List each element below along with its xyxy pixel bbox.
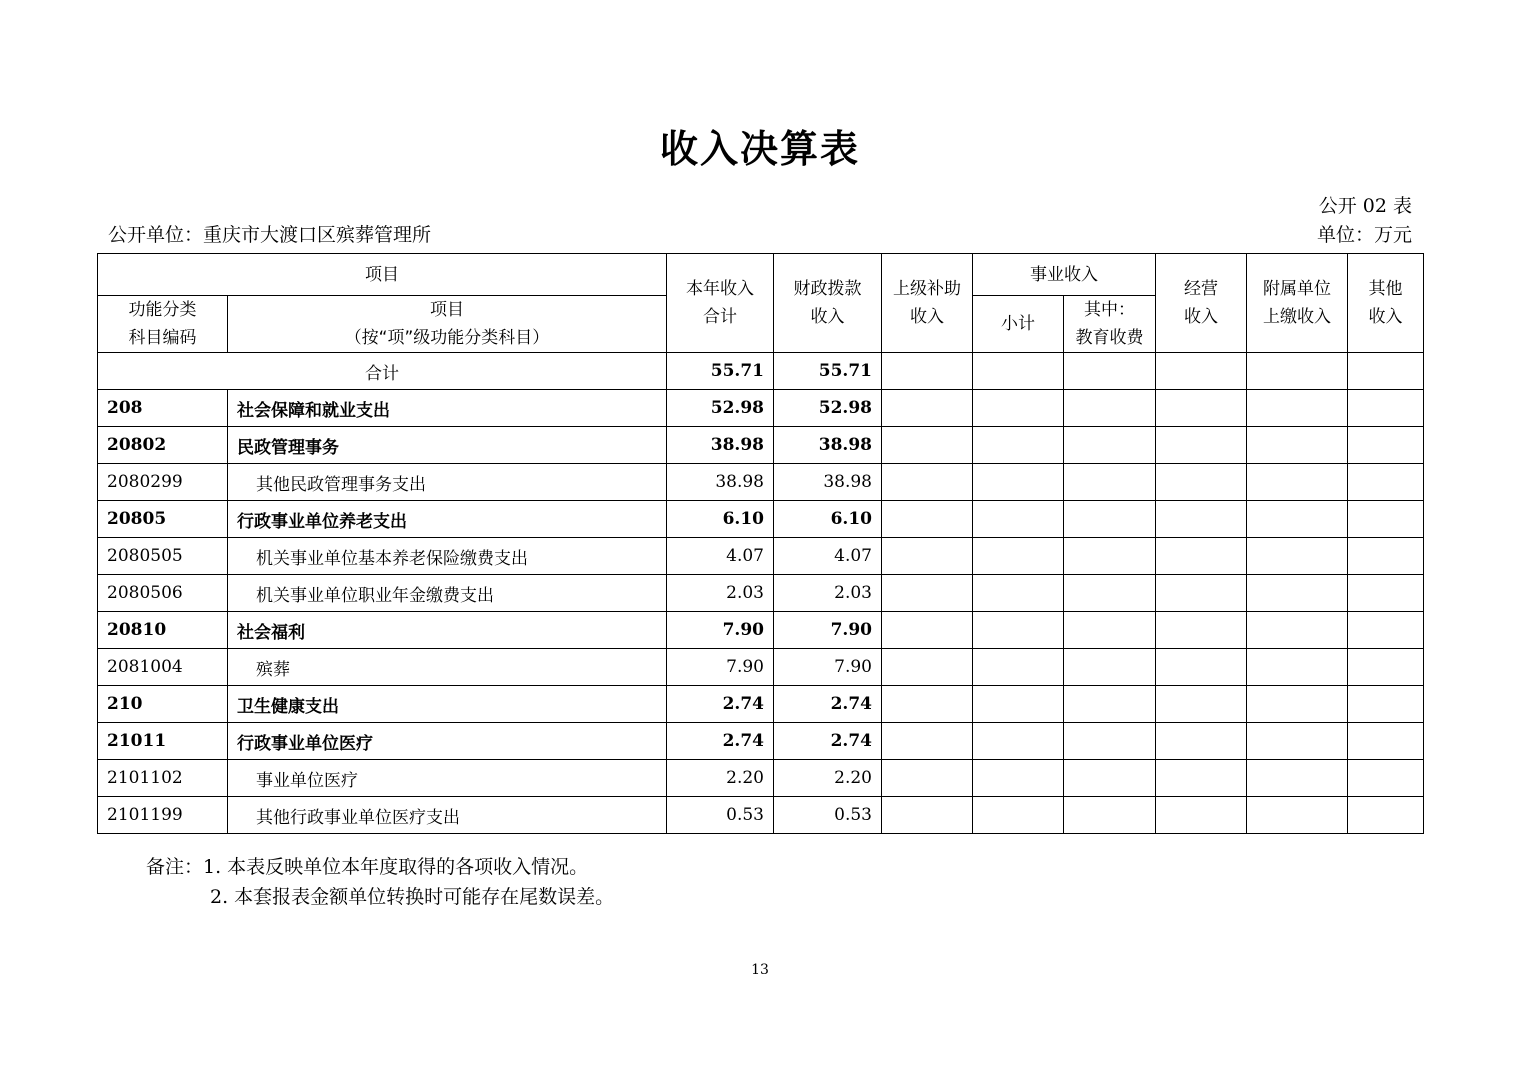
row-empty-cell: [1348, 686, 1424, 723]
row-name: 机关事业单位基本养老保险缴费支出: [228, 538, 667, 575]
row-empty-cell: [973, 427, 1064, 464]
table-row: [98, 390, 1424, 427]
row-total: 0.53: [667, 797, 774, 834]
row-empty-cell: [1156, 464, 1247, 501]
row-fiscal: 52.98: [774, 390, 882, 427]
table-row: [98, 575, 1424, 612]
table-row: [98, 686, 1424, 723]
row-fiscal: 0.53: [774, 797, 882, 834]
header-total: 本年收入 合计: [667, 254, 774, 353]
row-empty-cell: [1348, 501, 1424, 538]
table-row: [98, 501, 1424, 538]
row-total: 7.90: [667, 612, 774, 649]
row-fiscal: 38.98: [774, 427, 882, 464]
row-fiscal: 38.98: [774, 464, 882, 501]
row-empty-cell: [1064, 612, 1156, 649]
row-empty-cell: [1156, 575, 1247, 612]
page-title: 收入决算表: [659, 127, 860, 171]
row-name: 其他民政管理事务支出: [228, 464, 667, 501]
row-total: 6.10: [667, 501, 774, 538]
row-empty-cell: [1064, 575, 1156, 612]
note-line-2: 2. 本套报表金额单位转换时可能存在尾数误差。: [210, 886, 615, 908]
row-code: 20805: [98, 501, 228, 538]
row-empty-cell: [1156, 723, 1247, 760]
row-fiscal: 7.90: [774, 612, 882, 649]
table-row: [98, 649, 1424, 686]
row-empty-cell: [973, 464, 1064, 501]
row-empty-cell: [973, 538, 1064, 575]
row-empty-cell: [882, 501, 973, 538]
table-number: 公开 02 表: [1318, 195, 1412, 217]
row-empty-cell: [1247, 649, 1348, 686]
row-empty-cell: [882, 390, 973, 427]
row-code: 210: [98, 686, 228, 723]
total-row: [98, 353, 1424, 390]
row-empty-cell: [973, 686, 1064, 723]
header-name: 项目 （按“项”级功能分类科目）: [228, 296, 667, 353]
row-empty-cell: [1348, 390, 1424, 427]
row-empty-cell: [1156, 797, 1247, 834]
row-fiscal: 6.10: [774, 501, 882, 538]
row-code: 2101199: [98, 797, 228, 834]
row-name: 行政事业单位养老支出: [228, 501, 667, 538]
row-empty-cell: [1064, 390, 1156, 427]
row-name: 其他行政事业单位医疗支出: [228, 797, 667, 834]
header-item: 项目: [98, 254, 667, 296]
row-empty-cell: [1064, 797, 1156, 834]
row-empty-cell: [882, 686, 973, 723]
row-total: 2.74: [667, 686, 774, 723]
row-empty-cell: [973, 760, 1064, 797]
header-subtotal: 小计: [973, 296, 1064, 353]
row-empty-cell: [1348, 723, 1424, 760]
row-empty-cell: [882, 649, 973, 686]
row-empty-cell: [1348, 760, 1424, 797]
row-empty-cell: [1064, 464, 1156, 501]
row-name: 社会保障和就业支出: [228, 390, 667, 427]
table-row: [98, 760, 1424, 797]
row-fiscal: 2.03: [774, 575, 882, 612]
row-empty-cell: [1348, 612, 1424, 649]
row-total: 2.74: [667, 723, 774, 760]
row-code: 21011: [98, 723, 228, 760]
row-empty-cell: [882, 797, 973, 834]
header-edu: 其中： 教育收费: [1064, 296, 1156, 353]
row-empty-cell: [1247, 575, 1348, 612]
row-total: 2.20: [667, 760, 774, 797]
row-empty-cell: [1247, 427, 1348, 464]
row-name: 殡葬: [228, 649, 667, 686]
row-code: 2081004: [98, 649, 228, 686]
row-fiscal: 4.07: [774, 538, 882, 575]
row-empty-cell: [1064, 649, 1156, 686]
row-empty-cell: [1247, 797, 1348, 834]
row-empty-cell: [1247, 760, 1348, 797]
row-empty-cell: [973, 649, 1064, 686]
row-empty-cell: [1064, 686, 1156, 723]
table-row: [98, 538, 1424, 575]
row-empty-cell: [1348, 649, 1424, 686]
row-fiscal: 2.74: [774, 686, 882, 723]
row-empty-cell: [1348, 427, 1424, 464]
row-code: 2080299: [98, 464, 228, 501]
row-empty-cell: [1247, 501, 1348, 538]
currency-unit: 单位：万元: [1316, 224, 1412, 246]
row-empty-cell: [882, 464, 973, 501]
row-empty-cell: [1247, 723, 1348, 760]
row-fiscal: 7.90: [774, 649, 882, 686]
row-empty-cell: [1348, 464, 1424, 501]
row-empty-cell: [1156, 390, 1247, 427]
income-table: [97, 253, 1424, 834]
row-empty-cell: [1156, 427, 1247, 464]
row-total: 52.98: [667, 390, 774, 427]
row-empty-cell: [973, 723, 1064, 760]
header-other: 其他 收入: [1348, 254, 1424, 353]
row-empty-cell: [882, 760, 973, 797]
table-row: [98, 723, 1424, 760]
row-code: 2080506: [98, 575, 228, 612]
row-empty-cell: [882, 723, 973, 760]
row-empty-cell: [973, 797, 1064, 834]
table-row: [98, 427, 1424, 464]
row-empty-cell: [882, 538, 973, 575]
row-code: 20802: [98, 427, 228, 464]
row-empty-cell: [1064, 538, 1156, 575]
row-empty-cell: [1064, 723, 1156, 760]
row-empty-cell: [1348, 538, 1424, 575]
header-business: 事业收入: [973, 254, 1156, 296]
row-empty-cell: [1348, 575, 1424, 612]
header-affiliated: 附属单位 上缴收入: [1247, 254, 1348, 353]
row-empty-cell: [973, 575, 1064, 612]
reporting-unit: 公开单位：重庆市大渡口区殡葬管理所: [108, 224, 432, 246]
row-empty-cell: [1156, 612, 1247, 649]
row-empty-cell: [882, 612, 973, 649]
row-name: 机关事业单位职业年金缴费支出: [228, 575, 667, 612]
row-name: 民政管理事务: [228, 427, 667, 464]
row-empty-cell: [973, 501, 1064, 538]
table-row: [98, 612, 1424, 649]
row-empty-cell: [1156, 760, 1247, 797]
row-empty-cell: [1156, 501, 1247, 538]
table-row: [98, 797, 1424, 834]
total-label: 合计: [98, 353, 667, 390]
row-fiscal: 2.74: [774, 723, 882, 760]
row-empty-cell: [1156, 686, 1247, 723]
header-operating: 经营 收入: [1156, 254, 1247, 353]
row-empty-cell: [1156, 538, 1247, 575]
row-name: 行政事业单位医疗: [228, 723, 667, 760]
row-code: 2080505: [98, 538, 228, 575]
row-empty-cell: [973, 390, 1064, 427]
row-empty-cell: [882, 575, 973, 612]
row-empty-cell: [1247, 464, 1348, 501]
row-total: 38.98: [667, 427, 774, 464]
header-code: 功能分类 科目编码: [98, 296, 228, 353]
row-total: 2.03: [667, 575, 774, 612]
note-line-1: 备注：1. 本表反映单位本年度取得的各项收入情况。: [146, 856, 589, 878]
row-empty-cell: [1064, 427, 1156, 464]
row-code: 208: [98, 390, 228, 427]
page-number: 13: [751, 962, 769, 978]
row-code: 2101102: [98, 760, 228, 797]
row-empty-cell: [1247, 686, 1348, 723]
notes: [146, 852, 614, 912]
header-superior: 上级补助 收入: [882, 254, 973, 353]
row-name: 事业单位医疗: [228, 760, 667, 797]
row-empty-cell: [1064, 760, 1156, 797]
row-empty-cell: [1156, 649, 1247, 686]
row-empty-cell: [1247, 390, 1348, 427]
row-empty-cell: [1247, 538, 1348, 575]
row-fiscal: 2.20: [774, 760, 882, 797]
row-total: 4.07: [667, 538, 774, 575]
row-code: 20810: [98, 612, 228, 649]
total-amount: 55.71: [667, 353, 774, 390]
row-total: 38.98: [667, 464, 774, 501]
table-row: [98, 464, 1424, 501]
row-total: 7.90: [667, 649, 774, 686]
row-empty-cell: [1064, 501, 1156, 538]
row-empty-cell: [1247, 612, 1348, 649]
row-name: 社会福利: [228, 612, 667, 649]
header-fiscal: 财政拨款 收入: [774, 254, 882, 353]
total-fiscal: 55.71: [774, 353, 882, 390]
row-empty-cell: [973, 612, 1064, 649]
row-empty-cell: [1348, 797, 1424, 834]
row-empty-cell: [882, 427, 973, 464]
row-name: 卫生健康支出: [228, 686, 667, 723]
